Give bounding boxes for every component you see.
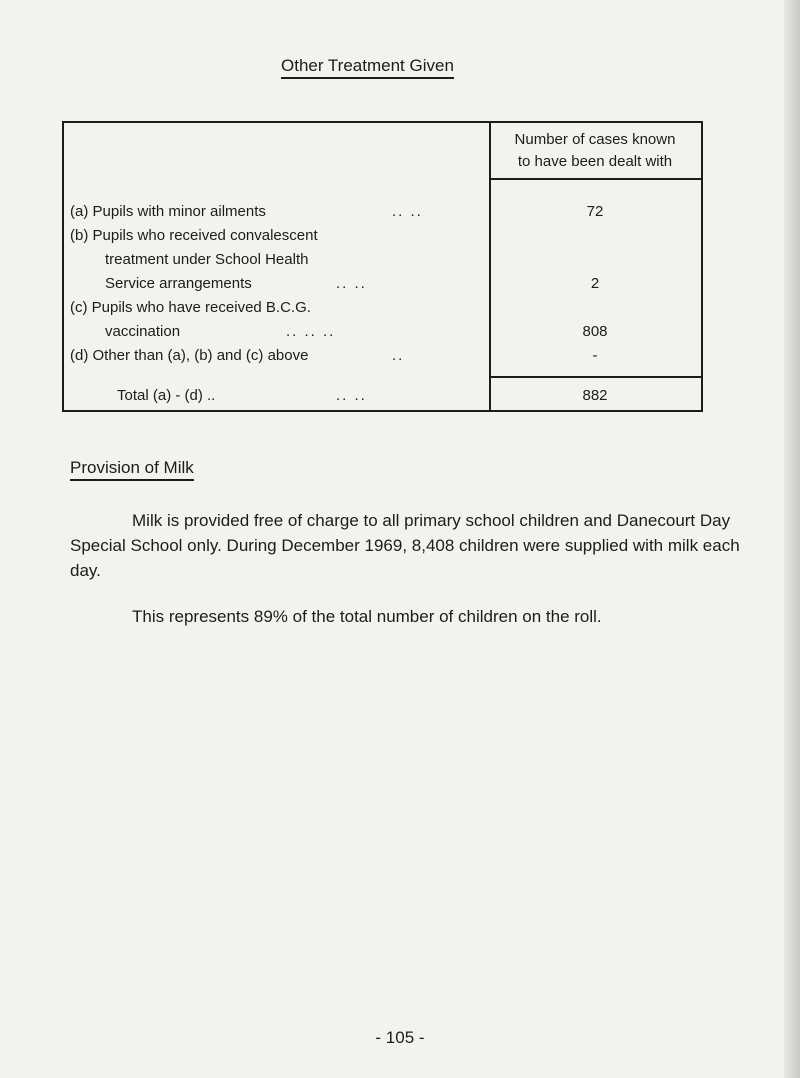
row-a-value: 72 [586, 203, 604, 220]
page-number: - 105 - [375, 1028, 425, 1047]
table-top-border [62, 121, 703, 123]
row-c-label-line2: vaccination [105, 323, 181, 340]
row-d-label: (d) Other than (a), (b) and (c) above [70, 347, 309, 364]
total-leader: .. .. [336, 387, 367, 404]
section-title-provision-of-milk: Provision of Milk [70, 458, 194, 481]
row-d-leader: .. [392, 347, 405, 364]
row-c-label-line1: (c) Pupils who have received B.C.G. [70, 299, 311, 316]
row-c-leader: .. .. .. [286, 323, 336, 340]
milk-paragraph-2: This represents 89% of the total number of children on the roll. [132, 607, 602, 626]
row-b-label-line1: (b) Pupils who received convalescent [70, 227, 318, 244]
row-d-value: - [592, 347, 598, 364]
row-c-value: 808 [582, 323, 608, 340]
total-label: Total (a) - (d) .. [117, 387, 216, 404]
milk-paragraph-1: Milk is provided free of charge to all primary school children and Danecourt Day Special School only. During December 1969, 8,408 children were supplied with milk each day. [70, 511, 740, 580]
row-a-label: (a) Pupils with minor ailments [70, 203, 266, 220]
column-header-line2: to have been dealt with [517, 153, 673, 170]
scan-edge-shadow [784, 0, 800, 1078]
row-a-leader: .. .. [392, 203, 423, 220]
table-left-border [62, 121, 64, 412]
total-value: 882 [582, 387, 608, 404]
table-bottom-border [62, 410, 703, 412]
row-b-leader: .. .. [336, 275, 367, 292]
section-title-other-treatment: Other Treatment Given [281, 56, 454, 79]
table-right-border [701, 121, 703, 412]
total-separator [489, 376, 703, 378]
row-b-label-line3: Service arrangements [105, 275, 252, 292]
column-header-line1: Number of cases known [514, 131, 676, 148]
header-separator [489, 178, 703, 180]
row-b-label-line2: treatment under School Health [105, 251, 309, 268]
row-b-value: 2 [590, 275, 600, 292]
